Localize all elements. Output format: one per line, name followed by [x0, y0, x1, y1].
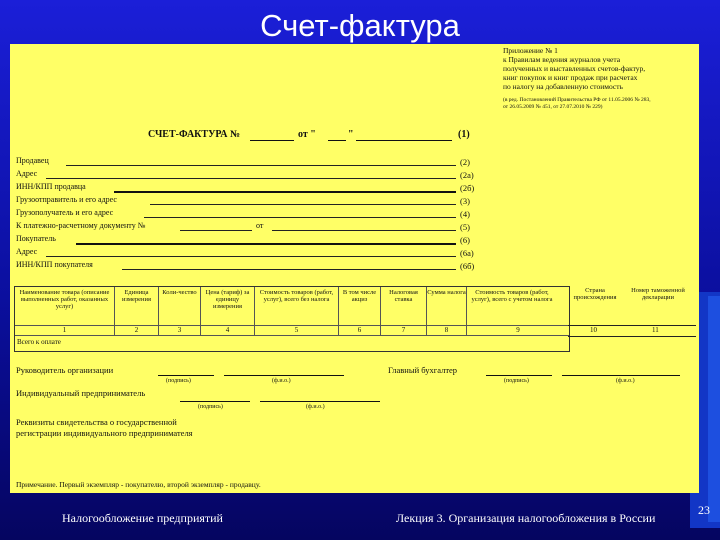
- appendix-line: Приложение № 1: [503, 46, 558, 55]
- table-col-number: 2: [115, 325, 159, 335]
- table-header: Страна происхождения: [573, 287, 617, 301]
- field-code: (2): [460, 157, 470, 167]
- table-header: Цена (тариф) за единицу измерения: [201, 287, 255, 325]
- sig-entrepreneur-label: Индивидуальный предприниматель: [16, 388, 146, 398]
- footer-course: Налогообложение предприятий: [62, 511, 223, 525]
- field-code: (3): [460, 196, 470, 206]
- field-seller: Продавец: [16, 156, 49, 165]
- sig-caption: (ф.и.о.): [306, 404, 325, 410]
- table-total-row: [15, 335, 569, 350]
- requisites-line: Реквизиты свидетельства о государственной: [16, 417, 177, 427]
- goods-table: [14, 286, 570, 352]
- sig-line: [224, 375, 344, 376]
- field-line: [114, 191, 456, 193]
- field-code: (1): [458, 129, 470, 140]
- table-header: Единица измерения: [115, 287, 159, 325]
- field-seller-address: Адрес: [16, 169, 38, 178]
- slide-title: Счет-фактура: [260, 8, 460, 43]
- field-buyer-address: Адрес: [16, 247, 38, 256]
- table-col-number: 10: [590, 326, 597, 334]
- appendix-line: по налогу на добавленную стоимость: [503, 82, 623, 91]
- field-code: (2б): [460, 183, 475, 193]
- invoice-day-line: [328, 140, 346, 141]
- field-shipper: Грузоотправитель и его адрес: [16, 195, 117, 204]
- field-line: [180, 230, 252, 231]
- invoice-date-line: [356, 140, 452, 141]
- sig-line: [158, 375, 214, 376]
- decor-bar-inner: [708, 296, 720, 522]
- table-header: Номер таможенной декларации: [631, 287, 685, 301]
- sig-caption: (подпись): [166, 378, 191, 384]
- field-line: [76, 243, 456, 245]
- field-buyer: Покупатель: [16, 234, 56, 243]
- sig-line: [562, 375, 680, 376]
- sig-line: [486, 375, 552, 376]
- field-code: (6а): [460, 248, 474, 258]
- sig-caption: (подпись): [504, 378, 529, 384]
- table-header: Наименование товара (описание выполненных работ, оказанных услуг): [15, 287, 115, 325]
- table-header: Стоимость товаров (работ, услуг), всего с учетом налога: [471, 289, 553, 304]
- field-line: [122, 269, 456, 270]
- field-code: (2а): [460, 170, 474, 180]
- table-header: Коли-чество: [159, 287, 201, 325]
- appendix-note: от 26.05.2009 № 451, от 27.07.2010 № 229): [503, 104, 603, 110]
- invoice-form: [10, 44, 699, 493]
- sig-accountant-label: Главный бухгалтер: [388, 365, 458, 375]
- field-code: (5): [460, 222, 470, 232]
- table-header: Сумма налога: [427, 287, 467, 325]
- table-col-number: 9: [467, 325, 569, 335]
- invoice-number-line: [250, 140, 294, 141]
- field-seller-inn: ИНН/КПП продавца: [16, 182, 86, 191]
- field-payment-from: от: [256, 221, 264, 230]
- sig-caption: (ф.и.о.): [272, 378, 291, 384]
- sig-line: [180, 401, 250, 402]
- field-line: [66, 165, 456, 166]
- appendix-line: к Правилам ведения журналов учета: [503, 55, 621, 64]
- sig-caption: (ф.и.о.): [616, 378, 635, 384]
- invoice-heading: СЧЕТ-ФАКТУРА №: [148, 129, 241, 140]
- field-line: [144, 217, 456, 218]
- field-line: [150, 204, 456, 205]
- field-buyer-inn: ИНН/КПП покупателя: [16, 260, 93, 269]
- field-payment-doc: К платежно-расчетному документу №: [16, 221, 146, 230]
- table-header: В том числе акциз: [339, 287, 381, 325]
- appendix-line: полученных и выставленных счетов-фактур,: [503, 64, 646, 73]
- invoice-quote: ": [348, 129, 354, 140]
- field-line: [46, 178, 456, 179]
- table-col-number: 3: [159, 325, 201, 335]
- page-number: 23: [698, 503, 710, 517]
- sig-head-label: Руководитель организации: [16, 365, 114, 375]
- sig-line: [260, 401, 380, 402]
- table-col-number: 4: [201, 325, 255, 335]
- form-note: Примечание. Первый экземпляр - покупателю, второй экземпляр - продавцу.: [16, 480, 261, 489]
- footer-lecture: Лекция 3. Организация налогообложения в России: [396, 511, 656, 525]
- field-line: [272, 230, 456, 231]
- appendix-note: (в ред. Постановлений Правительства РФ от 11.05.2006 № 283,: [503, 97, 651, 103]
- table-col-number: 6: [339, 325, 381, 335]
- field-consignee: Грузополучатель и его адрес: [16, 208, 114, 217]
- requisites-line: регистрации индивидуального предпринимателя: [16, 428, 193, 438]
- invoice-from: от ": [298, 129, 316, 140]
- table-col-number: 7: [381, 325, 427, 335]
- appendix-line: книг покупок и книг продаж при расчетах: [503, 73, 638, 82]
- table-total-label: Всего к оплате: [17, 338, 61, 346]
- sig-caption: (подпись): [198, 404, 223, 410]
- field-code: (4): [460, 209, 470, 219]
- field-line: [46, 256, 456, 257]
- table-line: [568, 325, 696, 326]
- table-col-number: 5: [255, 325, 339, 335]
- field-code: (6): [460, 235, 470, 245]
- table-line: [568, 336, 696, 337]
- table-col-number: 11: [652, 326, 659, 334]
- table-header: Стоимость товаров (работ, услуг), всего без налога: [255, 287, 339, 325]
- table-header: Налоговая ставка: [381, 287, 427, 325]
- table-col-number: 1: [15, 325, 115, 335]
- table-col-number: 8: [427, 325, 467, 335]
- field-code: (6б): [460, 261, 475, 271]
